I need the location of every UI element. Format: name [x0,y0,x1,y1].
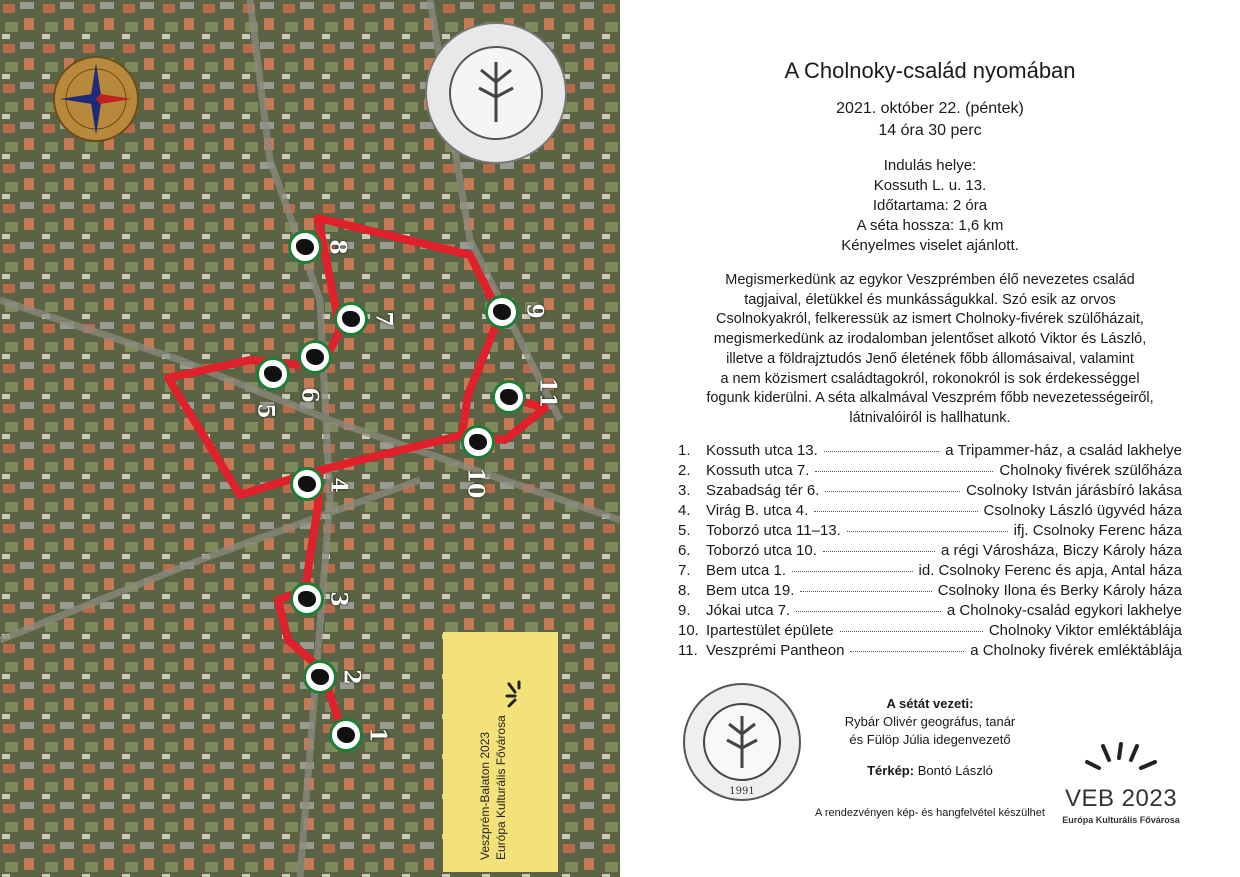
compass-icon [52,55,140,143]
stop-list [678,442,1182,662]
map-marker [329,718,363,752]
map-marker-label: 6 [296,387,323,403]
map-marker [290,582,324,616]
veb-2023-logo: VEB 2023 Európa Kulturális Fővárosa [1056,740,1186,825]
date-line: 2021. október 22. (péntek) [836,100,1024,117]
map-marker-label: 1 [364,727,391,743]
recording-notice: A rendezvényen kép- és hangfelvétel készülhet [815,807,1045,819]
map-marker-label: 10 [462,467,489,499]
capital-of-culture-box [443,632,558,872]
map-marker [256,357,290,391]
tour-leaders: A sétát vezeti: Rybár Olivér geográfus, tanár és Fülöp Júlia idegenvezető [844,696,1016,747]
info-panel [620,0,1240,877]
map-marker-label: 2 [338,669,365,685]
event-info: Indulás helye: Kossuth L. u. 13. Időtartama: 2 óra A séta hossza: 1,6 km Kényelmes viselet ajánlott. [841,157,1019,254]
map-marker-label: 11 [534,377,561,409]
map-marker-label: 5 [252,403,279,419]
veb-rays-icon [1081,740,1161,780]
map-marker [303,660,337,694]
stop-item: 1. Kossuth utca 13. a Tripammer-ház, a család lakhelye [678,442,1182,459]
map-marker [298,340,332,374]
seal-year: 1991 [729,786,755,797]
stop-item: 8. Bem utca 19. Csolnoky Ilona és Berky Károly háza [678,582,1182,599]
stop-item: 3. Szabadság tér 6. Csolnoky István járásbíró lakása [678,482,1182,499]
stop-item: 10. Ipartestület épülete Cholnoky Viktor emléktáblája [678,622,1182,639]
stop-item: 2. Kossuth utca 7. Cholnoky fivérek szülőháza [678,462,1182,479]
map-marker [290,467,324,501]
map-marker-label: 8 [324,239,351,255]
map-marker [461,425,495,459]
capital-of-culture-text: Veszprém-Balaton 2023 Európa Kulturális Fővárosa [478,715,508,860]
stop-item: 9. Jókai utca 7. a Cholnoky-család egykori lakhelye [678,602,1182,619]
society-seal-top [425,22,567,164]
veb-logo-icon [505,680,535,710]
stop-item: 11. Veszprémi Pantheon a Cholnoky fivérek emléktáblája [678,642,1182,659]
map-marker [288,230,322,264]
map-marker [334,302,368,336]
event-description: Megismerkedünk az egykor Veszprémben élő nevezetes család tagjaival, életükkel és munkásságukkal. Szó esik az orvos Csolnokyakról, felkeressük az ismert Cholnoky-fivérek szülőházait, megismerkedünk az irodalomban jelentőset alkotó Viktor és László, illetve a földrajztudós Jenő életének főbb állomásaival, valamint a nem közismert családtagokról, rokonokról is sok érdekességgel fogunk kiderülni. A séta alkalmával Veszprém főbb nevezetességeiről, látnivalóiról is hallhatunk. [706,272,1154,426]
stop-item: 4. Virág B. utca 4. Csolnoky László ügyvéd háza [678,502,1182,519]
map-marker-label: 7 [370,311,397,327]
stop-item: 5. Toborzó utca 11–13. ifj. Csolnoky Ferenc háza [678,522,1182,539]
event-date [620,98,1240,142]
time-line: 14 óra 30 perc [878,122,982,139]
map-marker-label: 9 [521,303,548,319]
map-marker [492,380,526,414]
stop-item: 7. Bem utca 1. id. Csolnoky Ferenc és apja, Antal háza [678,562,1182,579]
stop-item: 6. Toborzó utca 10. a régi Városháza, Biczy Károly háza [678,542,1182,559]
page-title: A Cholnoky-család nyomában [784,58,1076,83]
society-seal-bottom [682,682,802,802]
map-marker-label: 4 [325,477,352,493]
map-marker [485,295,519,329]
map-marker-label: 3 [325,591,352,607]
map-author: Térkép: Bontó László [867,763,993,778]
